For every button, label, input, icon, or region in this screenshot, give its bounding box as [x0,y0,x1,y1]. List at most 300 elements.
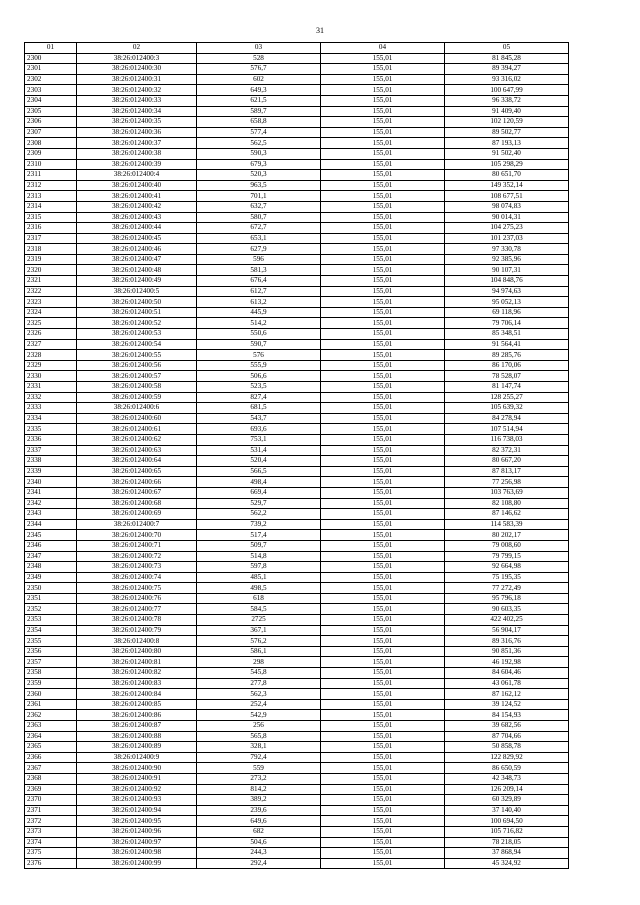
row-number-cell: 2368 [25,773,77,784]
area-cell: 576 [197,350,321,361]
area-cell: 520,4 [197,456,321,467]
page-number: 31 [316,26,324,35]
area-cell: 562,5 [197,138,321,149]
rate-cell: 155,01 [321,223,445,234]
rate-cell: 155,01 [321,276,445,287]
cadastral-number-cell: 38:26:012400:92 [77,784,197,795]
cadastral-value-cell: 96 338,72 [445,95,569,106]
rate-cell: 155,01 [321,519,445,530]
cadastral-number-cell: 38:26:012400:81 [77,657,197,668]
table-row [25,795,569,806]
cadastral-number-cell: 38:26:012400:59 [77,392,197,403]
cadastral-value-cell: 81 147,74 [445,382,569,393]
cadastral-value-cell: 89 394,27 [445,64,569,75]
row-number-cell: 2359 [25,678,77,689]
row-number-cell: 2357 [25,657,77,668]
cadastral-value-cell: 86 650,59 [445,763,569,774]
area-cell: 632,7 [197,201,321,212]
table-row [25,106,569,117]
table-row [25,254,569,265]
cadastral-value-cell: 84 154,93 [445,710,569,721]
cadastral-number-cell: 38:26:012400:86 [77,710,197,721]
area-cell: 528 [197,53,321,64]
area-cell: 590,3 [197,148,321,159]
rate-cell: 155,01 [321,382,445,393]
cadastral-value-cell: 87 704,66 [445,731,569,742]
table-row [25,784,569,795]
table-row [25,223,569,234]
cadastral-value-cell: 105 716,82 [445,826,569,837]
cadastral-value-cell: 108 677,51 [445,191,569,202]
rate-cell: 155,01 [321,170,445,181]
cadastral-number-cell: 38:26:012400:62 [77,434,197,445]
area-cell: 618 [197,593,321,604]
row-number-cell: 2331 [25,382,77,393]
rate-cell: 155,01 [321,668,445,679]
area-cell: 504,6 [197,837,321,848]
row-number-cell: 2307 [25,127,77,138]
area-cell: 562,3 [197,689,321,700]
rate-cell: 155,01 [321,339,445,350]
rate-cell: 155,01 [321,593,445,604]
table-row [25,339,569,350]
row-number-cell: 2306 [25,117,77,128]
row-number-cell: 2318 [25,244,77,255]
cadastral-value-cell: 128 255,27 [445,392,569,403]
area-cell: 517,4 [197,530,321,541]
cadastral-number-cell: 38:26:012400:68 [77,498,197,509]
table-row [25,540,569,551]
cadastral-number-cell: 38:26:012400:47 [77,254,197,265]
area-cell: 589,7 [197,106,321,117]
cadastral-value-cell: 46 192,98 [445,657,569,668]
cadastral-number-cell: 38:26:012400:89 [77,742,197,753]
rate-cell: 155,01 [321,604,445,615]
rate-cell: 155,01 [321,678,445,689]
cadastral-value-cell: 78 218,05 [445,837,569,848]
table-row [25,170,569,181]
table-row [25,509,569,520]
row-number-cell: 2310 [25,159,77,170]
row-number-cell: 2312 [25,180,77,191]
cadastral-value-cell: 69 118,96 [445,307,569,318]
rate-cell: 155,01 [321,106,445,117]
area-cell: 576,2 [197,636,321,647]
cadastral-value-cell: 79 008,60 [445,540,569,551]
rate-cell: 155,01 [321,583,445,594]
cadastral-number-cell: 38:26:012400:93 [77,795,197,806]
rate-cell: 155,01 [321,360,445,371]
rate-cell: 155,01 [321,191,445,202]
row-number-cell: 2327 [25,339,77,350]
rate-cell: 155,01 [321,477,445,488]
cadastral-value-cell: 37 868,94 [445,848,569,859]
row-number-cell: 2367 [25,763,77,774]
row-number-cell: 2343 [25,509,77,520]
rate-cell: 155,01 [321,562,445,573]
row-number-cell: 2364 [25,731,77,742]
rate-cell: 155,01 [321,487,445,498]
row-number-cell: 2304 [25,95,77,106]
table-row [25,74,569,85]
cadastral-number-cell: 38:26:012400:65 [77,466,197,477]
table-row [25,837,569,848]
cadastral-value-cell: 91 502,40 [445,148,569,159]
cadastral-number-cell: 38:26:012400:72 [77,551,197,562]
rate-cell: 155,01 [321,148,445,159]
cadastral-value-cell: 56 904,17 [445,625,569,636]
cadastral-number-cell: 38:26:012400:39 [77,159,197,170]
cadastral-value-cell: 60 329,89 [445,795,569,806]
cadastral-number-cell: 38:26:012400:56 [77,360,197,371]
table-row [25,826,569,837]
rate-cell: 155,01 [321,424,445,435]
row-number-cell: 2301 [25,64,77,75]
cadastral-number-cell: 38:26:012400:91 [77,773,197,784]
table-row [25,148,569,159]
cadastral-value-cell: 84 604,46 [445,668,569,679]
cadastral-value-cell: 107 514,94 [445,424,569,435]
table-row [25,604,569,615]
area-cell: 581,3 [197,265,321,276]
rate-cell: 155,01 [321,625,445,636]
cadastral-value-cell: 101 237,03 [445,233,569,244]
cadastral-value-cell: 122 829,92 [445,752,569,763]
cadastral-value-cell: 90 107,31 [445,265,569,276]
table-row [25,487,569,498]
row-number-cell: 2315 [25,212,77,223]
rate-cell: 155,01 [321,636,445,647]
cadastral-number-cell: 38:26:012400:8 [77,636,197,647]
area-cell: 577,4 [197,127,321,138]
table-row [25,286,569,297]
row-number-cell: 2328 [25,350,77,361]
table-row [25,721,569,732]
rate-cell: 155,01 [321,615,445,626]
cadastral-number-cell: 38:26:012400:40 [77,180,197,191]
row-number-cell: 2326 [25,329,77,340]
table-row [25,159,569,170]
row-number-cell: 2345 [25,530,77,541]
table-row [25,180,569,191]
cadastral-number-cell: 38:26:012400:99 [77,858,197,869]
cadastral-value-cell: 84 278,94 [445,413,569,424]
rate-cell: 155,01 [321,742,445,753]
area-cell: 576,7 [197,64,321,75]
table-row [25,276,569,287]
rate-cell: 155,01 [321,318,445,329]
column-header-01: 01 [25,43,77,54]
cadastral-value-cell: 80 667,20 [445,456,569,467]
area-cell: 676,4 [197,276,321,287]
table-row [25,445,569,456]
table-row [25,773,569,784]
table-row [25,742,569,753]
cadastral-number-cell: 38:26:012400:44 [77,223,197,234]
area-cell: 613,2 [197,297,321,308]
area-cell: 565,8 [197,731,321,742]
cadastral-number-cell: 38:26:012400:53 [77,329,197,340]
cadastral-number-cell: 38:26:012400:3 [77,53,197,64]
rate-cell: 155,01 [321,826,445,837]
area-cell: 681,5 [197,403,321,414]
cadastral-value-cell: 45 324,92 [445,858,569,869]
table-row [25,318,569,329]
row-number-cell: 2358 [25,668,77,679]
cadastral-number-cell: 38:26:012400:57 [77,371,197,382]
table-row [25,519,569,530]
cadastral-number-cell: 38:26:012400:4 [77,170,197,181]
area-cell: 2725 [197,615,321,626]
area-cell: 559 [197,763,321,774]
cadastral-value-cell: 87 813,17 [445,466,569,477]
cadastral-number-cell: 38:26:012400:87 [77,721,197,732]
cadastral-number-cell: 38:26:012400:46 [77,244,197,255]
table-row [25,201,569,212]
table-header-row [25,43,569,54]
area-cell: 669,4 [197,487,321,498]
row-number-cell: 2323 [25,297,77,308]
cadastral-value-cell: 39 682,56 [445,721,569,732]
table-row [25,413,569,424]
cadastral-value-cell: 86 170,06 [445,360,569,371]
cadastral-number-cell: 38:26:012400:58 [77,382,197,393]
area-cell: 498,4 [197,477,321,488]
cadastral-value-cell: 78 528,07 [445,371,569,382]
cadastral-value-cell: 77 256,98 [445,477,569,488]
cadastral-value-cell: 114 583,39 [445,519,569,530]
area-cell: 562,2 [197,509,321,520]
cadastral-number-cell: 38:26:012400:37 [77,138,197,149]
row-number-cell: 2373 [25,826,77,837]
row-number-cell: 2348 [25,562,77,573]
cadastral-value-cell: 90 603,35 [445,604,569,615]
row-number-cell: 2329 [25,360,77,371]
table-row [25,360,569,371]
cadastral-number-cell: 38:26:012400:33 [77,95,197,106]
rate-cell: 155,01 [321,138,445,149]
rate-cell: 155,01 [321,254,445,265]
row-number-cell: 2336 [25,434,77,445]
cadastral-number-cell: 38:26:012400:9 [77,752,197,763]
table-body [25,53,569,869]
rate-cell: 155,01 [321,286,445,297]
cadastral-value-cell: 90 014,31 [445,212,569,223]
area-cell: 621,5 [197,95,321,106]
rate-cell: 155,01 [321,434,445,445]
cadastral-number-cell: 38:26:012400:63 [77,445,197,456]
rate-cell: 155,01 [321,212,445,223]
area-cell: 649,6 [197,816,321,827]
cadastral-value-cell: 105 298,29 [445,159,569,170]
rate-cell: 155,01 [321,784,445,795]
row-number-cell: 2354 [25,625,77,636]
row-number-cell: 2366 [25,752,77,763]
rate-cell: 155,01 [321,159,445,170]
table-row [25,678,569,689]
table-row [25,382,569,393]
area-cell: 555,9 [197,360,321,371]
cadastral-value-cell: 103 763,69 [445,487,569,498]
rate-cell: 155,01 [321,816,445,827]
cadastral-number-cell: 38:26:012400:36 [77,127,197,138]
cadastral-number-cell: 38:26:012400:75 [77,583,197,594]
rate-cell: 155,01 [321,329,445,340]
rate-cell: 155,01 [321,858,445,869]
cadastral-value-cell: 92 664,98 [445,562,569,573]
cadastral-number-cell: 38:26:012400:38 [77,148,197,159]
cadastral-number-cell: 38:26:012400:94 [77,805,197,816]
table-row [25,244,569,255]
rate-cell: 155,01 [321,646,445,657]
cadastral-value-cell: 42 348,73 [445,773,569,784]
cadastral-number-cell: 38:26:012400:64 [77,456,197,467]
cadastral-value-cell: 82 108,80 [445,498,569,509]
cadastral-value-cell: 100 694,50 [445,816,569,827]
table-row [25,805,569,816]
table-row [25,763,569,774]
row-number-cell: 2344 [25,519,77,530]
cadastral-number-cell: 38:26:012400:34 [77,106,197,117]
area-cell: 298 [197,657,321,668]
table-row [25,371,569,382]
cadastral-value-cell: 116 738,03 [445,434,569,445]
row-number-cell: 2332 [25,392,77,403]
cadastral-value-cell: 82 372,31 [445,445,569,456]
cadastral-value-table [24,42,569,869]
cadastral-value-cell: 87 162,12 [445,689,569,700]
row-number-cell: 2334 [25,413,77,424]
area-cell: 792,4 [197,752,321,763]
cadastral-value-cell: 77 272,49 [445,583,569,594]
row-number-cell: 2303 [25,85,77,96]
cadastral-number-cell: 38:26:012400:79 [77,625,197,636]
cadastral-number-cell: 38:26:012400:69 [77,509,197,520]
row-number-cell: 2308 [25,138,77,149]
rate-cell: 155,01 [321,837,445,848]
row-number-cell: 2374 [25,837,77,848]
cadastral-value-cell: 100 647,99 [445,85,569,96]
cadastral-number-cell: 38:26:012400:61 [77,424,197,435]
rate-cell: 155,01 [321,265,445,276]
table-row [25,593,569,604]
rate-cell: 155,01 [321,413,445,424]
cadastral-value-cell: 102 120,59 [445,117,569,128]
area-cell: 292,4 [197,858,321,869]
cadastral-number-cell: 38:26:012400:35 [77,117,197,128]
area-cell: 514,8 [197,551,321,562]
table-row [25,329,569,340]
cadastral-number-cell: 38:26:012400:82 [77,668,197,679]
row-number-cell: 2352 [25,604,77,615]
rate-cell: 155,01 [321,731,445,742]
cadastral-number-cell: 38:26:012400:45 [77,233,197,244]
cadastral-number-cell: 38:26:012400:32 [77,85,197,96]
row-number-cell: 2322 [25,286,77,297]
rate-cell: 155,01 [321,699,445,710]
area-cell: 827,4 [197,392,321,403]
area-cell: 543,7 [197,413,321,424]
row-number-cell: 2375 [25,848,77,859]
cadastral-value-cell: 75 195,35 [445,572,569,583]
area-cell: 963,5 [197,180,321,191]
cadastral-value-cell: 43 061,78 [445,678,569,689]
area-cell: 597,8 [197,562,321,573]
area-cell: 649,3 [197,85,321,96]
area-cell: 602 [197,74,321,85]
row-number-cell: 2356 [25,646,77,657]
row-number-cell: 2333 [25,403,77,414]
rate-cell: 155,01 [321,763,445,774]
table-row [25,265,569,276]
rate-cell: 155,01 [321,180,445,191]
table-row [25,657,569,668]
column-header-04: 04 [321,43,445,54]
table-row [25,689,569,700]
row-number-cell: 2300 [25,53,77,64]
table-row [25,64,569,75]
row-number-cell: 2338 [25,456,77,467]
table-row [25,646,569,657]
row-number-cell: 2321 [25,276,77,287]
cadastral-number-cell: 38:26:012400:96 [77,826,197,837]
row-number-cell: 2311 [25,170,77,181]
row-number-cell: 2370 [25,795,77,806]
area-cell: 545,8 [197,668,321,679]
cadastral-number-cell: 38:26:012400:76 [77,593,197,604]
row-number-cell: 2346 [25,540,77,551]
table-row [25,699,569,710]
area-cell: 596 [197,254,321,265]
rate-cell: 155,01 [321,95,445,106]
area-cell: 550,6 [197,329,321,340]
cadastral-value-cell: 90 851,36 [445,646,569,657]
rate-cell: 155,01 [321,773,445,784]
cadastral-value-cell: 104 848,76 [445,276,569,287]
cadastral-value-cell: 89 316,76 [445,636,569,647]
cadastral-value-cell: 81 845,28 [445,53,569,64]
cadastral-value-cell: 105 639,32 [445,403,569,414]
row-number-cell: 2350 [25,583,77,594]
cadastral-value-cell: 98 074,83 [445,201,569,212]
cadastral-number-cell: 38:26:012400:41 [77,191,197,202]
cadastral-number-cell: 38:26:012400:90 [77,763,197,774]
table-row [25,752,569,763]
area-cell: 580,7 [197,212,321,223]
area-cell: 529,7 [197,498,321,509]
column-header-03: 03 [197,43,321,54]
table-row [25,572,569,583]
row-number-cell: 2349 [25,572,77,583]
area-cell: 627,9 [197,244,321,255]
area-cell: 753,1 [197,434,321,445]
area-cell: 679,3 [197,159,321,170]
table-row [25,307,569,318]
rate-cell: 155,01 [321,805,445,816]
area-cell: 244,3 [197,848,321,859]
row-number-cell: 2376 [25,858,77,869]
cadastral-number-cell: 38:26:012400:52 [77,318,197,329]
rate-cell: 155,01 [321,466,445,477]
area-cell: 612,7 [197,286,321,297]
cadastral-number-cell: 38:26:012400:60 [77,413,197,424]
rate-cell: 155,01 [321,509,445,520]
row-number-cell: 2353 [25,615,77,626]
rate-cell: 155,01 [321,752,445,763]
rate-cell: 155,01 [321,371,445,382]
table-row [25,456,569,467]
area-cell: 509,7 [197,540,321,551]
